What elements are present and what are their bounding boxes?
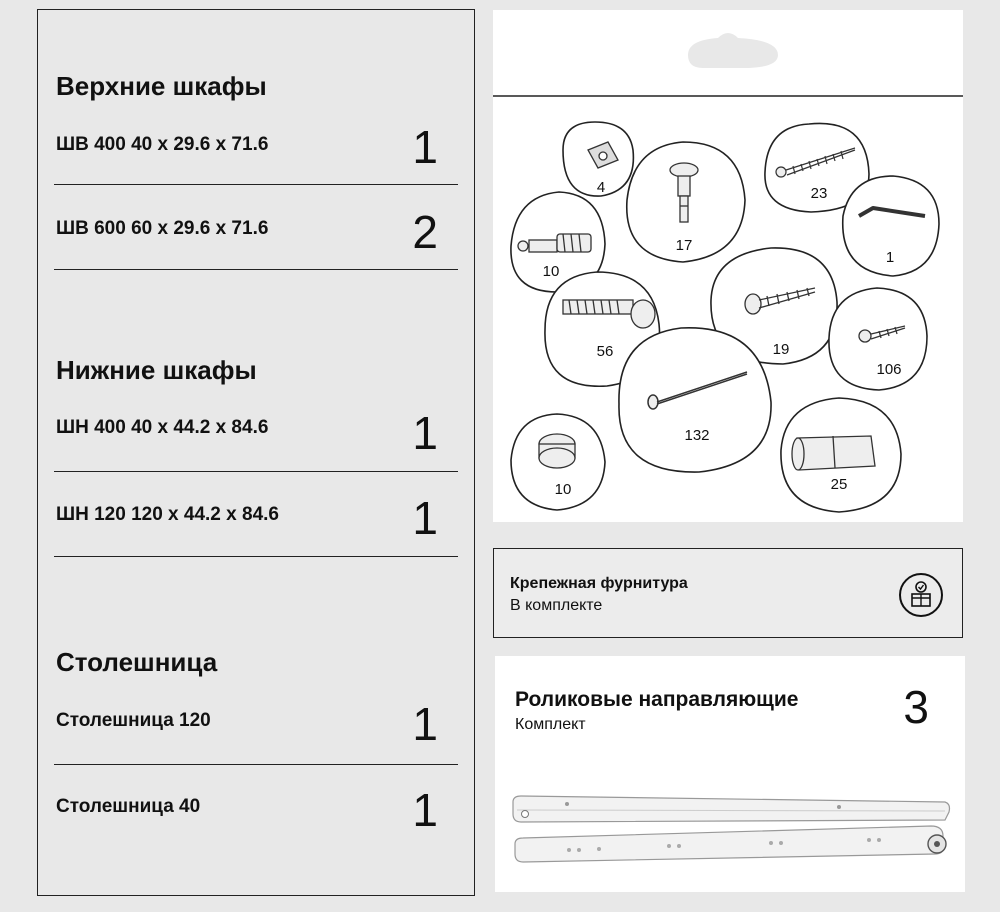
rails-title: Роликовые направляющие: [515, 688, 799, 711]
hanger-hole-icon: [688, 33, 778, 68]
count-cam-bolt: 10: [542, 263, 560, 280]
section-title-lower-cabinets: Нижние шкафы: [56, 355, 257, 385]
section-title-upper-cabinets: Верхние шкафы: [56, 71, 267, 101]
item-label-lower-120: ШН 120 120 х 44.2 х 84.6: [56, 504, 279, 525]
item-qty-upper-400: 1: [412, 121, 438, 173]
count-nut-clip: 4: [596, 179, 606, 196]
count-support-pin: 17: [675, 237, 693, 254]
item-label-countertop-120: Столешница 120: [56, 710, 211, 731]
count-confirmat-screw: 56: [596, 343, 614, 360]
divider: [54, 556, 458, 557]
item-label-countertop-40: Столешница 40: [56, 796, 201, 817]
lower-rail-icon: [515, 826, 946, 862]
count-hex-key: 1: [885, 249, 895, 266]
item-qty-upper-600: 2: [412, 206, 438, 258]
item-label-upper-400: ШВ 400 40 х 29.6 х 71.6: [56, 134, 269, 155]
rails-qty: 3: [903, 681, 929, 733]
count-long-screw: 23: [810, 185, 828, 202]
count-short-screw: 106: [876, 361, 902, 378]
count-wooden-dowel: 25: [830, 476, 848, 493]
wooden-dowel-icon: [792, 436, 875, 470]
cabinet-list-panel: [37, 9, 475, 896]
item-label-lower-400: ШН 400 40 х 44.2 х 84.6: [56, 417, 269, 438]
count-nail: 132: [684, 427, 710, 444]
drawer-rails-card: [495, 656, 965, 892]
divider: [54, 269, 458, 270]
count-cam-lock: 10: [554, 481, 572, 498]
item-qty-lower-120: 1: [412, 492, 438, 544]
count-wood-screw: 19: [772, 341, 790, 358]
item-qty-countertop-40: 1: [412, 784, 438, 836]
nail-blob: [619, 328, 771, 472]
hardware-caption: [493, 548, 963, 638]
item-label-upper-600: ШВ 600 60 х 29.6 х 71.6: [56, 218, 269, 239]
item-qty-countertop-120: 1: [412, 698, 438, 750]
drawer-rails-illustration: [509, 790, 955, 876]
hardware-subtitle: В комплекте: [510, 597, 603, 614]
divider: [54, 471, 458, 472]
item-qty-lower-400: 1: [412, 407, 438, 459]
rails-subtitle: Комплект: [515, 716, 586, 733]
package-included-icon: [898, 572, 944, 618]
hardware-title: Крепежная фурнитура: [510, 575, 688, 592]
hardware-illustration: [493, 10, 963, 522]
divider: [54, 764, 458, 765]
cam-lock-icon: [539, 434, 575, 468]
upper-rail-icon: [513, 796, 950, 822]
section-title-countertop: Столешница: [56, 647, 218, 677]
divider: [54, 184, 458, 185]
